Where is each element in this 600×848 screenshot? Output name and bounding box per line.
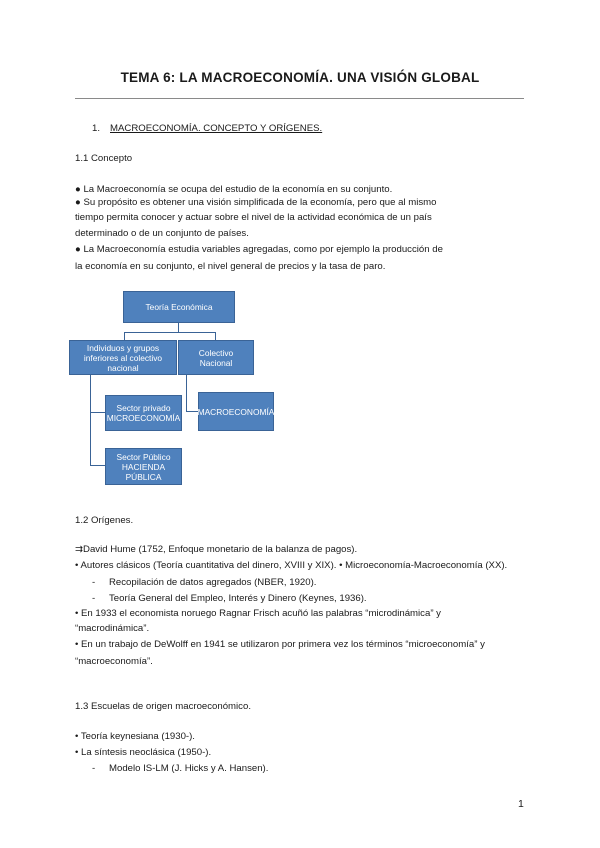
diagram-connector (90, 465, 105, 466)
page-title: TEMA 6: LA MACROECONOMÍA. UNA VISIÓN GLOBAL (120, 70, 480, 85)
concepto-line-4: determinado o de un conjunto de países. (75, 228, 249, 239)
origenes-subitem-1-text: Recopilación de datos agregados (NBER, 1920). (109, 577, 317, 588)
origenes-line-7: • En un trabajo de DeWolff en 1941 se utilizaron por primera vez los términos “microeconomía” y (75, 639, 485, 650)
origenes-line-5: • En 1933 el economista noruego Ragnar Frisch acuñó las palabras “microdinámica” y (75, 608, 441, 619)
origenes-line-2: • Autores clásicos (Teoría cuantitativa del dinero, XVIII y XIX). • Microeconomía-Macroeconomía (XX). (75, 560, 508, 571)
dash-bullet: - (92, 577, 96, 588)
diagram-right-box: Colectivo Nacional (178, 340, 254, 375)
origenes-line-8: “macroeconomía”. (75, 656, 153, 667)
concepto-line-2: ● Su propósito es obtener una visión simplificada de la economía, pero que al mismo (75, 197, 437, 208)
diagram-connector (124, 332, 125, 340)
diagram-right-child: MACROECONOMÍA (198, 392, 274, 431)
diagram-connector (186, 375, 187, 412)
escuelas-line-2: • La síntesis neoclásica (1950-). (75, 747, 212, 758)
diagram-connector (124, 332, 216, 333)
concepto-line-3: tiempo permita conocer y actuar sobre el nivel de la actividad económica de un país (75, 212, 432, 223)
diagram-left-child-2: Sector Público HACIENDA PÚBLICA (105, 448, 182, 485)
page-number: 1 (518, 798, 524, 810)
diagram-connector (90, 412, 105, 413)
origenes-subitem-2-text: Teoría General del Empleo, Interés y Dinero (Keynes, 1936). (109, 593, 367, 604)
origenes-line-6: “macrodinámica”. (75, 623, 150, 634)
diagram-root-box: Teoría Económica (123, 291, 235, 323)
escuelas-heading: 1.3 Escuelas de origen macroeconómico. (75, 701, 251, 712)
escuelas-subitem-1-text: Modelo IS-LM (J. Hicks y A. Hansen). (109, 763, 269, 774)
diagram-left-child-1: Sector privado MICROECONOMÍA (105, 395, 182, 431)
origenes-subitem-2 (92, 592, 367, 605)
concepto-line-5: ● La Macroeconomía estudia variables agregadas, como por ejemplo la producción de (75, 244, 443, 255)
origenes-subitem-1 (92, 576, 316, 589)
section-1-number: 1. (92, 123, 101, 134)
origenes-line-1: ⇉David Hume (1752, Enfoque monetario de la balanza de pagos). (75, 544, 358, 555)
concepto-heading: 1.1 Concepto (75, 153, 133, 164)
dash-bullet: - (92, 593, 96, 604)
title-divider (75, 98, 524, 99)
diagram-connector (215, 332, 216, 340)
escuelas-line-1: • Teoría keynesiana (1930-). (75, 731, 195, 742)
diagram-left-box: Individuos y grupos inferiores al colectivo nacional (69, 340, 177, 375)
diagram-connector (186, 411, 198, 412)
section-1-heading (92, 122, 322, 135)
concepto-line-6: la economía en su conjunto, el nivel general de precios y la tasa de paro. (75, 261, 386, 272)
diagram-connector (90, 375, 91, 465)
escuelas-subitem-1 (92, 762, 268, 775)
concepto-line-1: ● La Macroeconomía se ocupa del estudio de la economía en su conjunto. (75, 184, 393, 195)
diagram-connector (178, 323, 179, 332)
origenes-heading: 1.2 Orígenes. (75, 515, 134, 526)
dash-bullet: - (92, 763, 96, 774)
section-1-label: MACROECONOMÍA. CONCEPTO Y ORÍGENES. (110, 123, 323, 134)
